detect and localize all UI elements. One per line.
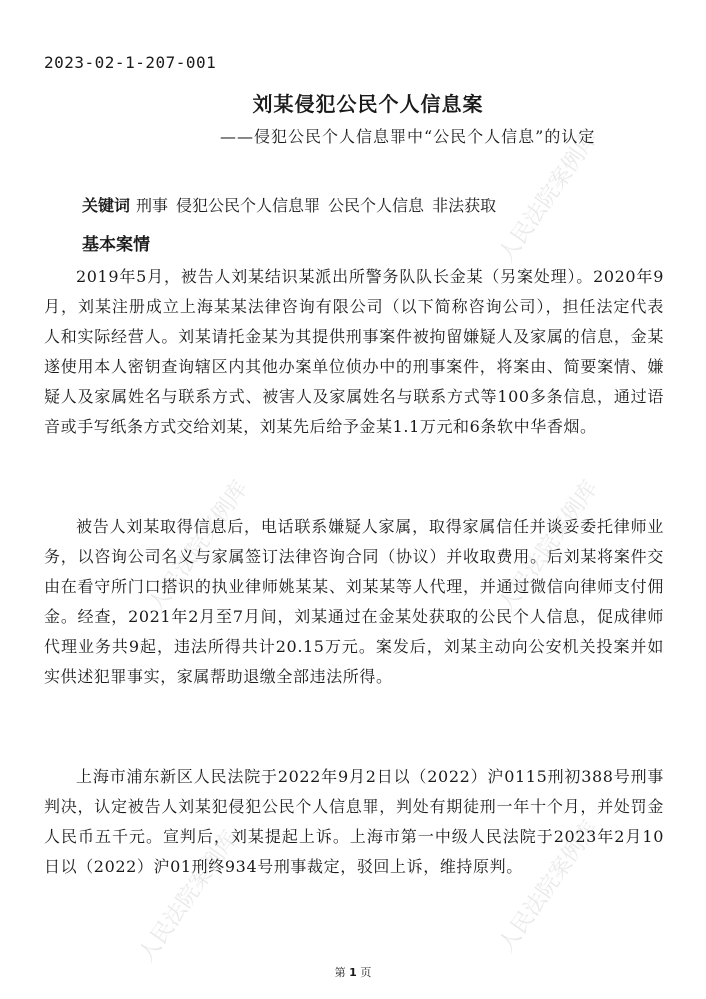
document-subtitle: ——侵犯公民个人信息罪中“公民个人信息”的认定 <box>220 127 596 146</box>
paragraph: 被告人刘某取得信息后，电话联系嫌疑人家属，取得家属信任并谈妥委托律师业务，以咨询公司名义与家属签订法律咨询合同（协议）并收取费用。后刘某将案件交由在看守所门口搭识的执业律师姚某某、刘某某等人代理，并通过微信向律师支付佣金。经查，2021年2月至7月间，刘某通过在金某处获取的公民个人信息，促成律师代理业务共9起，违法所得共计20.15万元。案发后，刘某主动向公安机关投案并如实供述犯罪事实，家属帮助退缴全部违法所得。 <box>44 517 664 686</box>
page-number: 1 <box>349 966 357 979</box>
footer-suffix: 页 <box>360 966 372 979</box>
watermark: 人民法院案例库 <box>494 816 604 957</box>
paragraph: 2019年5月，被告人刘某结识某派出所警务队队长金某（另案处理）。2020年9月，刘某注册成立上海某某法律咨询有限公司（以下简称咨询公司），担任法定代表人和实际经营人。刘某请托金某为其提供刑事案件被拘留嫌疑人及家属的信息，金某遂使用本人密钥查询辖区内其他办案单位侦办中的刑事案件，将案由、简要案情、嫌疑人及家属姓名与联系方式、被害人及家属姓名与联系方式等100多条信息，通过语音或手写纸条方式交给刘某，刘某先后给予金某1.1万元和6条软中华香烟。 <box>44 267 664 436</box>
footer-prefix: 第 <box>334 966 346 979</box>
keyword: 侵犯公民个人信息罪 <box>176 196 321 215</box>
keyword: 非法获取 <box>432 196 497 215</box>
keywords-line <box>82 193 504 216</box>
keyword: 公民个人信息 <box>328 196 425 215</box>
watermark: 人民法院案例库 <box>494 126 604 267</box>
keywords-label: 关键词 <box>82 196 131 215</box>
page-footer <box>0 964 706 980</box>
keyword: 刑事 <box>136 196 169 215</box>
watermark: 人民法院案例库 <box>494 476 604 617</box>
document-title: 刘某侵犯公民个人信息案 <box>252 92 484 116</box>
watermark: 人民法院案例库 <box>144 476 254 617</box>
section-heading: 基本案情 <box>82 235 150 255</box>
watermark: 人民法院案例库 <box>134 826 244 967</box>
paragraph: 上海市浦东新区人民法院于2022年9月2日以（2022）沪0115刑初388号刑事判决，认定被告人刘某犯侵犯公民个人信息罪，判处有期徒刑一年十个月，并处罚金人民币五千元。宣判后，刘某提起上诉。上海市第一中级人民法院于2023年2月10日以（2022）沪01刑终934号刑事裁定，驳回上诉，维持原判。 <box>44 767 664 876</box>
case-number: 2023-02-1-207-001 <box>44 53 217 72</box>
